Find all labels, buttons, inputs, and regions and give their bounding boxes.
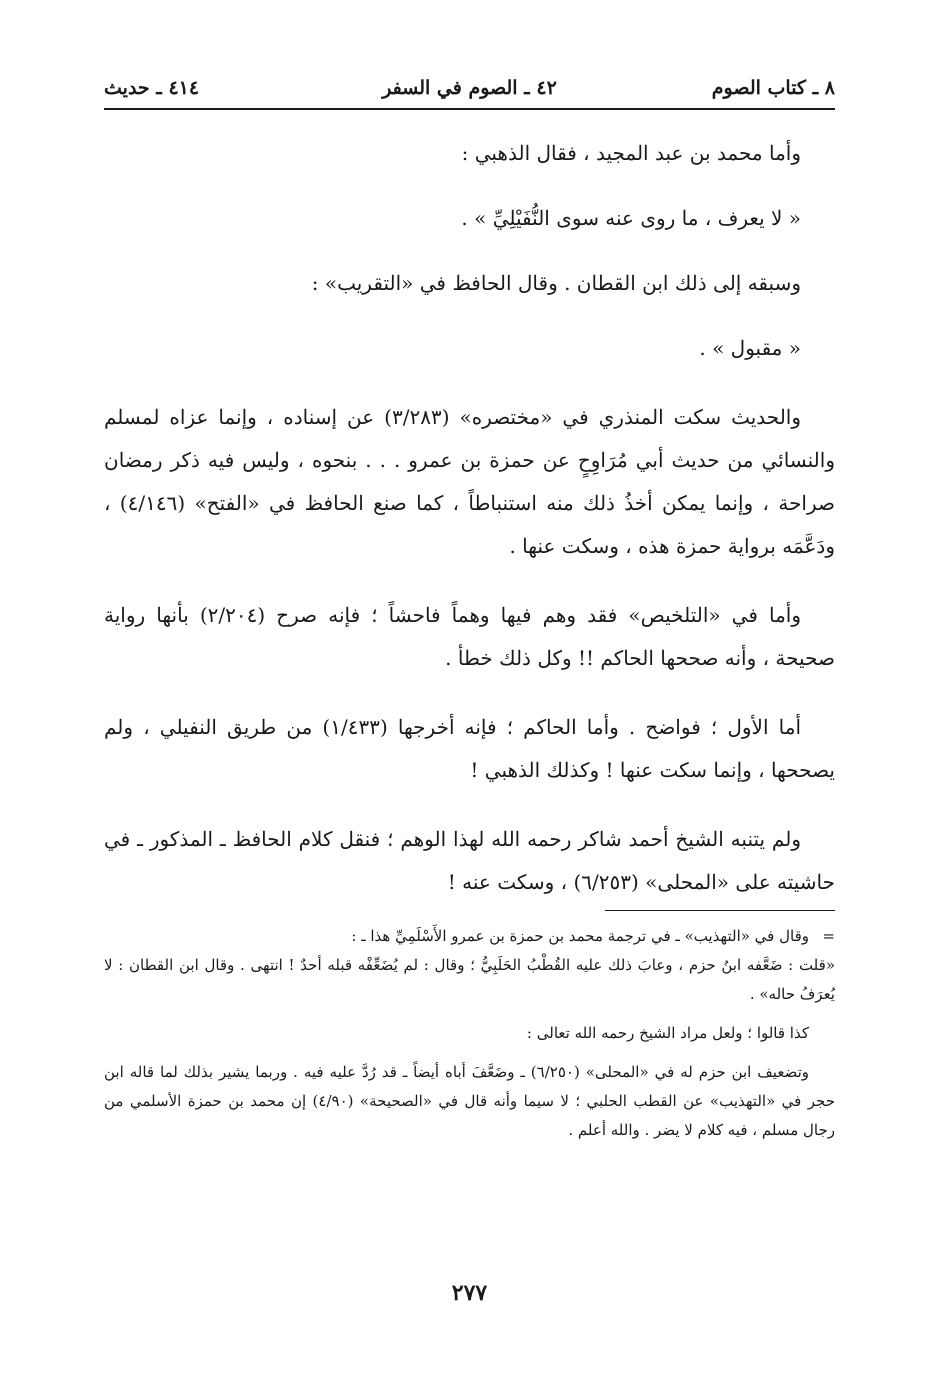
paragraph-8: ولم يتنبه الشيخ أحمد شاكر رحمه الله لهذا الوهم ؛ فنقل كلام الحافظ ـ المذكور ـ في حاشيته على «المحلى» (٦/٢٥٣) ، وسكت عنه ! (104, 827, 835, 894)
footnote-quote: «قلت : ضَعَّفه ابنُ حزم ، وعابَ ذلك عليه القُطْبُ الحَلَبِيُّ ؛ وقال : لم يُضَعِّفْه قبله أحدٌ ! انتهى . وقال ابن القطان : لا يُعرَفُ حاله» . (104, 956, 835, 1003)
paragraph-5: والحديث سكت المنذري في «مختصره» (٣/٢٨٣) عن إسناده ، وإنما عزاه لمسلم والنسائي من حديث أبي مُرَاوِحٍ عن حمزة بن عمرو . . . بنحوه ، وليس فيه ذكر رمضان صراحة ، وإنما يمكن أخذُ ذلك منه استنباطاً ، كما صنع الحافظ في «الفتح» (٤/١٤٦) ، ودَعَّمَه برواية حمزة هذه ، وسكت عنها . (104, 405, 836, 558)
paragraph-7: أما الأول ؛ فواضح . وأما الحاكم ؛ فإنه أخرجها (١/٤٣٣) من طريق النفيلي ، ولم يصححها ، وإنما سكت عنها ! وكذلك الذهبي ! (104, 715, 835, 782)
footnote-line-1 (104, 922, 835, 951)
main-text (104, 132, 835, 904)
continuation-mark: = (822, 927, 835, 945)
header-divider (104, 108, 835, 110)
paragraph-3: وسبقه إلى ذلك ابن القطان . وقال الحافظ في «التقريب» : (311, 271, 801, 295)
paragraph-1: وأما محمد بن عبد المجيد ، فقال الذهبي : (461, 141, 801, 165)
running-header (104, 70, 835, 106)
book-page (104, 70, 835, 1374)
page-number: ٢٧٧ (451, 1280, 488, 1306)
footnote-text-1: وقال في «التهذيب» ـ في ترجمة محمد بن حمزة بن عمرو الأَسْلَمِيِّ هذا ـ : (351, 927, 809, 945)
footnotes (104, 922, 835, 1145)
footnote-divider (605, 910, 835, 911)
footnote-line-3: كذا قالوا ؛ ولعل مراد الشيخ رحمه الله تعالى : (526, 1024, 809, 1042)
footnote-line-4: وتضعيف ابن حزم له في «المحلى» (٦/٢٥٠) ـ وضَعَّفَ أباه أيضاً ـ قد رُدَّ عليه فيه . وربما يشير بذلك لما قاله ابن حجر في «التهذيب» عن القطب الحلبي ؛ لا سيما وأنه قال في «الصحيحة» (٤/٩٠) إن محمد بن حمزة الأسلمي من رجال مسلم ، فيه كلام لا يضر . والله أعلم . (104, 1063, 835, 1139)
paragraph-2: « لا يعرف ، ما روى عنه سوى النُّفَيْلِيِّ » . (461, 206, 801, 230)
paragraph-4: « مقبول » . (699, 336, 801, 360)
header-chapter-title: ٤٢ ـ الصوم في السفر (382, 77, 557, 99)
paragraph-6: وأما في «التلخيص» فقد وهم فيها وهماً فاحشاً ؛ فإنه صرح (٢/٢٠٤) بأنها رواية صحيحة ، وأنه صححها الحاكم !! وكل ذلك خطأ . (104, 603, 835, 670)
header-hadith-number: ٤١٤ ـ حديث (104, 77, 200, 99)
header-book-title: ٨ ـ كتاب الصوم (711, 77, 835, 99)
